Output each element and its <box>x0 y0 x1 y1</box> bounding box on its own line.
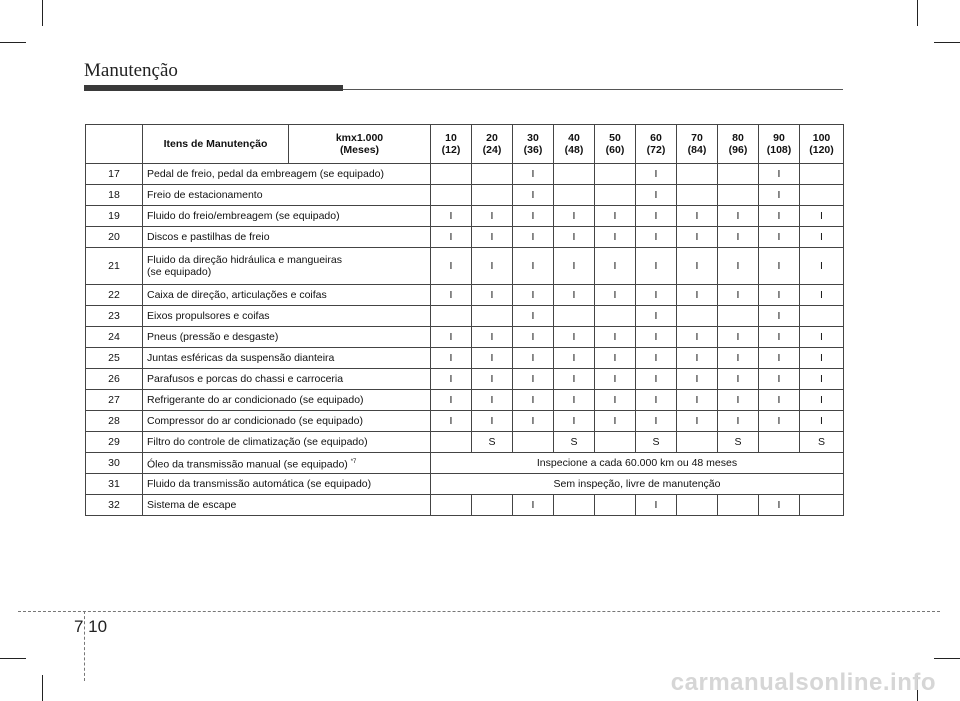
crop-mark <box>917 0 918 26</box>
interval-cell <box>718 306 759 327</box>
interval-cell: I <box>800 206 844 227</box>
item-label: Fluido da transmissão automática (se equipado) <box>147 478 372 490</box>
header-interval-col <box>554 125 595 164</box>
interval-months: (12) <box>441 144 461 156</box>
interval-cell <box>677 185 718 206</box>
interval-cell: I <box>513 495 554 516</box>
row-item <box>143 390 431 411</box>
interval-cell: I <box>554 327 595 348</box>
interval-cell: I <box>472 348 513 369</box>
footer-rule <box>18 611 940 612</box>
interval-cell: I <box>800 327 844 348</box>
interval-cell: I <box>513 206 554 227</box>
item-label: Refrigerante do ar condicionado (se equipado) <box>147 394 364 406</box>
row-number: 28 <box>86 411 143 432</box>
row-item <box>143 285 431 306</box>
interval-cell: I <box>677 390 718 411</box>
interval-cell: I <box>800 348 844 369</box>
header-items: Itens de Manutenção <box>143 125 289 164</box>
crop-mark <box>0 42 26 43</box>
interval-cell <box>513 432 554 453</box>
interval-cell: I <box>759 248 800 285</box>
interval-cell: I <box>677 327 718 348</box>
interval-cell <box>718 185 759 206</box>
header-interval-col <box>431 125 472 164</box>
item-label: Freio de estacionamento <box>147 189 263 201</box>
table-row <box>86 285 844 306</box>
table-row <box>86 327 844 348</box>
header-bar <box>84 85 343 91</box>
interval-cell: I <box>636 206 677 227</box>
interval-cell <box>431 495 472 516</box>
section-title: Manutenção <box>84 60 178 81</box>
interval-cell <box>759 432 800 453</box>
interval-cell <box>595 495 636 516</box>
interval-km: 10 <box>445 132 457 144</box>
interval-cell: I <box>636 164 677 185</box>
interval-cell: I <box>636 185 677 206</box>
interval-cell <box>554 164 595 185</box>
interval-cell: I <box>677 348 718 369</box>
header-rule <box>343 89 843 90</box>
interval-cell <box>677 495 718 516</box>
row-number: 31 <box>86 474 143 495</box>
interval-cell: I <box>472 369 513 390</box>
interval-km: 30 <box>527 132 539 144</box>
interval-cell: I <box>513 285 554 306</box>
item-footnote: *7 <box>350 458 357 465</box>
interval-cell: I <box>431 411 472 432</box>
interval-km: 40 <box>568 132 580 144</box>
interval-cell <box>431 164 472 185</box>
interval-cell: I <box>718 390 759 411</box>
interval-cell: I <box>759 411 800 432</box>
interval-cell <box>595 164 636 185</box>
table-row <box>86 369 844 390</box>
interval-cell: I <box>472 206 513 227</box>
header-interval-col <box>636 125 677 164</box>
item-label: Parafusos e porcas do chassi e carroceria <box>147 373 344 385</box>
interval-cell: I <box>595 348 636 369</box>
row-number: 19 <box>86 206 143 227</box>
row-number: 25 <box>86 348 143 369</box>
header-interval-col <box>759 125 800 164</box>
item-label: Fluido da direção hidráulica e mangueiras <box>147 254 342 266</box>
row-number: 23 <box>86 306 143 327</box>
interval-cell: I <box>759 390 800 411</box>
row-item <box>143 369 431 390</box>
interval-km: 70 <box>691 132 703 144</box>
item-label: Discos e pastilhas de freio <box>147 231 270 243</box>
interval-cell: I <box>800 390 844 411</box>
header-interval-col <box>677 125 718 164</box>
header-interval-col <box>718 125 759 164</box>
interval-cell: S <box>800 432 844 453</box>
interval-cell: I <box>554 248 595 285</box>
row-item <box>143 348 431 369</box>
table-header-row <box>86 125 844 164</box>
interval-cell <box>431 185 472 206</box>
table-row <box>86 206 844 227</box>
interval-cell: I <box>759 285 800 306</box>
interval-cell: I <box>718 206 759 227</box>
interval-cell: I <box>513 164 554 185</box>
interval-cell: I <box>759 185 800 206</box>
item-label: Fluido do freio/embreagem (se equipado) <box>147 210 340 222</box>
item-label: Filtro do controle de climatização (se equipado) <box>147 436 368 448</box>
row-number: 30 <box>86 453 143 474</box>
interval-cell <box>554 495 595 516</box>
interval-cell: I <box>759 164 800 185</box>
interval-months: (96) <box>728 144 748 156</box>
interval-cell <box>595 185 636 206</box>
interval-cell: I <box>636 390 677 411</box>
interval-cell: I <box>595 285 636 306</box>
interval-km: 20 <box>486 132 498 144</box>
interval-cell <box>718 495 759 516</box>
interval-months: (108) <box>766 144 792 156</box>
item-label: Compressor do ar condicionado (se equipado) <box>147 415 363 427</box>
interval-cell: I <box>800 227 844 248</box>
interval-cell: S <box>718 432 759 453</box>
item-label: Pedal de freio, pedal da embreagem (se equipado) <box>147 168 384 180</box>
interval-months: (24) <box>482 144 502 156</box>
row-item <box>143 474 431 495</box>
interval-cell <box>431 432 472 453</box>
header-interval <box>289 125 431 164</box>
interval-km: 50 <box>609 132 621 144</box>
interval-cell: I <box>759 348 800 369</box>
item-label: Óleo da transmissão manual (se equipado) <box>147 458 348 471</box>
interval-cell: I <box>718 369 759 390</box>
maintenance-table <box>85 124 844 516</box>
interval-cell: I <box>431 369 472 390</box>
interval-cell: I <box>431 327 472 348</box>
item-label: Sistema de escape <box>147 499 237 511</box>
interval-cell: I <box>513 227 554 248</box>
table-row <box>86 348 844 369</box>
table-row <box>86 185 844 206</box>
interval-cell: I <box>636 411 677 432</box>
interval-cell: S <box>554 432 595 453</box>
row-number: 29 <box>86 432 143 453</box>
interval-note: Sem inspeção, livre de manutenção <box>431 474 844 495</box>
interval-cell: I <box>472 248 513 285</box>
interval-cell: I <box>513 411 554 432</box>
interval-cell: I <box>431 248 472 285</box>
interval-cell <box>554 185 595 206</box>
row-item <box>143 206 431 227</box>
interval-cell: I <box>554 369 595 390</box>
item-label: Pneus (pressão e desgaste) <box>147 331 279 343</box>
interval-cell <box>677 164 718 185</box>
interval-cell: I <box>636 327 677 348</box>
interval-cell <box>677 306 718 327</box>
row-item <box>143 185 431 206</box>
interval-cell <box>472 164 513 185</box>
interval-cell: I <box>554 285 595 306</box>
crop-mark <box>42 0 43 26</box>
page-number: 7 10 <box>74 617 108 636</box>
header-num-cell <box>86 125 143 164</box>
table-row <box>86 495 844 516</box>
row-number: 26 <box>86 369 143 390</box>
interval-cell: I <box>554 227 595 248</box>
interval-cell: I <box>759 227 800 248</box>
item-label: Juntas esféricas da suspensão dianteira <box>147 352 335 364</box>
interval-cell: I <box>800 248 844 285</box>
interval-cell: I <box>759 306 800 327</box>
interval-cell: I <box>595 227 636 248</box>
interval-cell: S <box>472 432 513 453</box>
interval-cell: I <box>472 227 513 248</box>
crop-mark <box>934 658 960 659</box>
table-row <box>86 474 844 495</box>
interval-cell: I <box>431 390 472 411</box>
interval-cell: I <box>759 206 800 227</box>
row-item <box>143 227 431 248</box>
row-number: 21 <box>86 248 143 285</box>
interval-cell: I <box>718 285 759 306</box>
interval-cell <box>677 432 718 453</box>
interval-months: (120) <box>809 144 834 156</box>
interval-cell: I <box>513 369 554 390</box>
interval-km: 100 <box>812 132 831 144</box>
interval-cell: I <box>800 285 844 306</box>
interval-cell: I <box>472 327 513 348</box>
interval-cell: I <box>636 227 677 248</box>
table-row <box>86 432 844 453</box>
interval-cell: I <box>554 390 595 411</box>
row-number: 17 <box>86 164 143 185</box>
interval-cell: I <box>554 206 595 227</box>
interval-months: (48) <box>564 144 584 156</box>
interval-cell: I <box>595 206 636 227</box>
interval-cell: I <box>677 248 718 285</box>
item-label-continued: (se equipado) <box>147 266 212 278</box>
interval-cell: I <box>595 327 636 348</box>
interval-cell: I <box>472 390 513 411</box>
row-number: 27 <box>86 390 143 411</box>
interval-cell: I <box>431 285 472 306</box>
table-row <box>86 453 844 474</box>
interval-cell <box>595 306 636 327</box>
interval-cell: I <box>718 327 759 348</box>
interval-cell: I <box>677 411 718 432</box>
interval-cell: I <box>513 348 554 369</box>
interval-cell: I <box>759 327 800 348</box>
interval-cell: I <box>513 327 554 348</box>
interval-cell: I <box>759 495 800 516</box>
table-row <box>86 306 844 327</box>
crop-mark <box>42 675 43 701</box>
interval-cell <box>554 306 595 327</box>
table-row <box>86 248 844 285</box>
interval-cell: I <box>472 411 513 432</box>
item-label: Eixos propulsores e coifas <box>147 310 270 322</box>
interval-cell <box>472 306 513 327</box>
interval-cell: I <box>718 348 759 369</box>
interval-cell: I <box>677 369 718 390</box>
row-item <box>143 495 431 516</box>
row-item <box>143 411 431 432</box>
interval-cell <box>595 432 636 453</box>
interval-cell: I <box>636 248 677 285</box>
interval-km: 80 <box>732 132 744 144</box>
interval-cell <box>800 164 844 185</box>
interval-cell <box>431 306 472 327</box>
interval-cell: I <box>677 206 718 227</box>
row-item <box>143 306 431 327</box>
interval-cell: I <box>759 369 800 390</box>
row-item <box>143 432 431 453</box>
interval-cell: I <box>800 369 844 390</box>
interval-cell <box>472 495 513 516</box>
interval-cell: I <box>718 411 759 432</box>
watermark: carmanualsonline.info <box>670 669 936 696</box>
row-number: 20 <box>86 227 143 248</box>
interval-cell: I <box>636 306 677 327</box>
row-item <box>143 248 431 285</box>
header-interval-months: (Meses) <box>339 144 380 156</box>
interval-cell <box>800 306 844 327</box>
interval-cell: I <box>513 390 554 411</box>
interval-note: Inspecione a cada 60.000 km ou 48 meses <box>431 453 844 474</box>
table-row <box>86 227 844 248</box>
interval-cell: I <box>595 248 636 285</box>
interval-cell <box>472 185 513 206</box>
row-number: 24 <box>86 327 143 348</box>
interval-months: (72) <box>646 144 666 156</box>
interval-km: 90 <box>773 132 785 144</box>
interval-cell: I <box>431 206 472 227</box>
table-row <box>86 411 844 432</box>
row-item <box>143 327 431 348</box>
crop-mark <box>0 658 26 659</box>
row-item <box>143 453 431 474</box>
header-interval-col <box>472 125 513 164</box>
interval-cell <box>800 495 844 516</box>
interval-cell: I <box>636 495 677 516</box>
interval-cell: S <box>636 432 677 453</box>
interval-cell: I <box>554 348 595 369</box>
interval-cell: I <box>595 390 636 411</box>
interval-cell: I <box>800 411 844 432</box>
interval-cell: I <box>636 369 677 390</box>
interval-months: (84) <box>687 144 707 156</box>
interval-cell: I <box>595 369 636 390</box>
row-number: 22 <box>86 285 143 306</box>
interval-cell: I <box>636 348 677 369</box>
interval-cell: I <box>718 227 759 248</box>
interval-cell: I <box>677 285 718 306</box>
interval-cell: I <box>554 411 595 432</box>
interval-cell: I <box>718 248 759 285</box>
table-row <box>86 164 844 185</box>
interval-cell: I <box>513 185 554 206</box>
row-number: 32 <box>86 495 143 516</box>
row-item <box>143 164 431 185</box>
interval-cell: I <box>513 306 554 327</box>
interval-cell: I <box>677 227 718 248</box>
header-interval-col <box>513 125 554 164</box>
interval-cell: I <box>431 348 472 369</box>
table-row <box>86 390 844 411</box>
interval-cell <box>718 164 759 185</box>
header-interval-col <box>800 125 844 164</box>
header-interval-unit: kmx1.000 <box>335 132 384 144</box>
crop-mark <box>934 42 960 43</box>
interval-months: (36) <box>523 144 543 156</box>
interval-cell: I <box>513 248 554 285</box>
header-interval-col <box>595 125 636 164</box>
interval-cell: I <box>636 285 677 306</box>
interval-km: 60 <box>650 132 662 144</box>
item-label: Caixa de direção, articulações e coifas <box>147 289 327 301</box>
interval-cell <box>800 185 844 206</box>
interval-cell: I <box>472 285 513 306</box>
interval-cell: I <box>431 227 472 248</box>
row-number: 18 <box>86 185 143 206</box>
interval-cell: I <box>595 411 636 432</box>
interval-months: (60) <box>605 144 625 156</box>
